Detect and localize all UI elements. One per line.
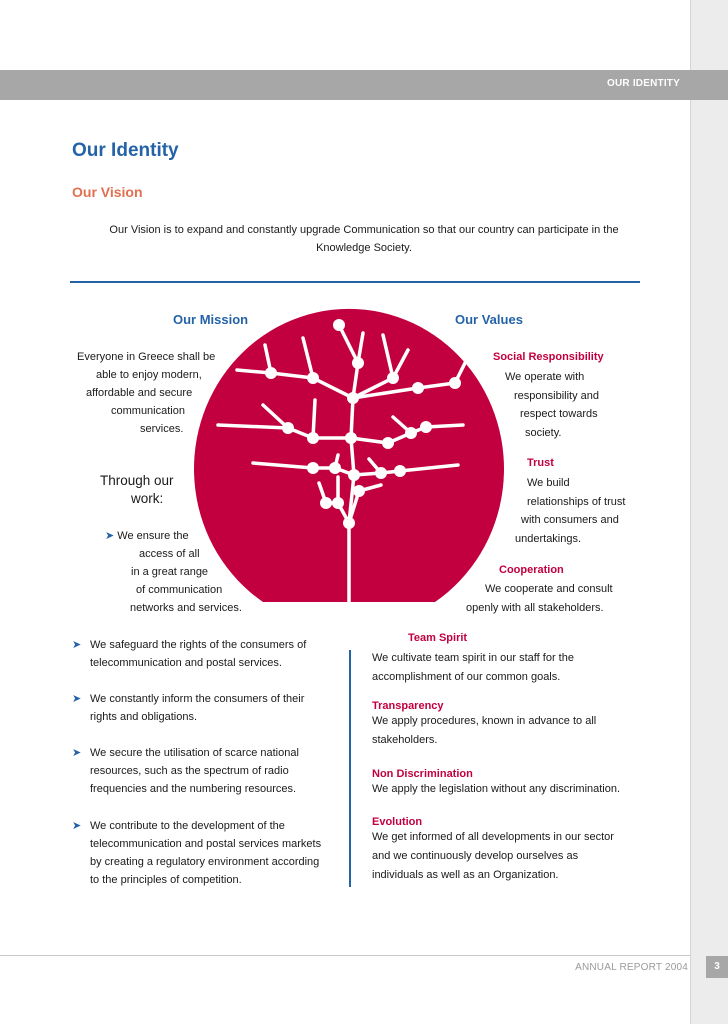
vision-text bbox=[80, 221, 648, 257]
value-label-cooperation: Cooperation bbox=[499, 564, 564, 576]
value-label-trust: Trust bbox=[527, 457, 554, 469]
arrow-bullet-icon: ➤ bbox=[72, 820, 82, 832]
value-text-line: We apply the legislation without any discrimination. bbox=[372, 783, 621, 795]
mission-intro-line: services. bbox=[140, 423, 184, 435]
mission-intro-line: Everyone in Greece shall be bbox=[77, 351, 216, 363]
arrow-bullet-icon: ➤ bbox=[105, 530, 115, 542]
value-text-line: We apply procedures, known in advance to all bbox=[372, 715, 597, 727]
value-text-line: We operate with bbox=[505, 371, 585, 383]
value-text-line: relationships of trust bbox=[527, 496, 626, 508]
value-label-non-discrimination: Non Discrimination bbox=[372, 768, 473, 780]
mission-first-bullet-line: in a great range bbox=[131, 566, 209, 578]
header-section-label: OUR IDENTITY bbox=[607, 78, 680, 89]
value-text-line: stakeholders. bbox=[372, 734, 438, 746]
bullet-line: telecommunication and postal services markets bbox=[90, 838, 322, 850]
through-our-work-line: work: bbox=[131, 491, 164, 506]
value-text-line: respect towards bbox=[520, 408, 598, 420]
mission-first-bullet-line: networks and services. bbox=[130, 602, 242, 614]
value-text-line: We cooperate and consult bbox=[485, 583, 613, 595]
arrow-bullet-icon: ➤ bbox=[72, 693, 82, 705]
mission-first-bullet-line: access of all bbox=[139, 548, 200, 560]
bullet-line: We contribute to the development of the bbox=[90, 820, 285, 832]
value-text-line: undertakings. bbox=[515, 533, 582, 545]
page-number: 3 bbox=[714, 961, 720, 972]
arrow-bullet-icon: ➤ bbox=[72, 747, 82, 759]
mission-bullet bbox=[72, 636, 342, 672]
values-vertical-bar bbox=[349, 650, 351, 887]
value-item-transparency bbox=[372, 700, 672, 750]
values-title: Our Values bbox=[455, 312, 523, 327]
mission-intro-line: affordable and secure bbox=[86, 387, 193, 399]
value-text-line: society. bbox=[525, 427, 562, 439]
bullet-text: We ensure the bbox=[117, 530, 189, 542]
value-item-evolution bbox=[372, 816, 672, 885]
vision-title: Our Vision bbox=[72, 184, 143, 200]
bullet-line: frequencies and the numbering resources. bbox=[90, 783, 297, 795]
mission-first-bullet-line bbox=[105, 527, 189, 545]
mission-intro-line: communication bbox=[111, 405, 185, 417]
bullet-line: to the principles of competition. bbox=[90, 874, 242, 886]
bullet-line: We constantly inform the consumers of their bbox=[90, 693, 305, 705]
mission-bullet bbox=[72, 690, 342, 726]
bullet-line: telecommunication and postal services. bbox=[90, 657, 282, 669]
mission-title: Our Mission bbox=[173, 312, 249, 327]
value-text-line: responsibility and bbox=[514, 390, 599, 402]
footer-rule bbox=[0, 955, 690, 956]
bullet-line: We safeguard the rights of the consumers of bbox=[90, 639, 307, 651]
value-label-team-spirit: Team Spirit bbox=[408, 632, 468, 644]
value-text-line: and we continuously develop ourselves as bbox=[372, 850, 579, 862]
mission-intro-line: able to enjoy modern, bbox=[96, 369, 202, 381]
vision-line: Our Vision is to expand and constantly upgrade Communication so that our country can participate in the bbox=[109, 224, 619, 236]
section-divider bbox=[70, 281, 640, 283]
footer-report-title: ANNUAL REPORT 2004 bbox=[575, 962, 688, 973]
bullet-line: by creating a regulatory environment according bbox=[90, 856, 320, 868]
bullet-line: We secure the utilisation of scarce national bbox=[90, 747, 299, 759]
right-margin-strip bbox=[690, 0, 728, 1024]
arrow-bullet-icon: ➤ bbox=[72, 639, 82, 651]
value-text-line: We cultivate team spirit in our staff for the bbox=[372, 652, 574, 664]
value-text-line: accomplishment of our common goals. bbox=[372, 671, 561, 683]
value-item-non-discrimination bbox=[372, 768, 672, 799]
value-label-evolution: Evolution bbox=[372, 816, 423, 828]
page-title: Our Identity bbox=[72, 140, 179, 161]
value-text-line: We build bbox=[527, 477, 570, 489]
value-text-line: openly with all stakeholders. bbox=[466, 602, 604, 614]
mission-bullet bbox=[72, 744, 342, 798]
value-item-team-spirit bbox=[372, 649, 672, 687]
value-label-social-responsibility: Social Responsibility bbox=[493, 351, 604, 363]
value-label-transparency: Transparency bbox=[372, 700, 444, 712]
bullet-line: resources, such as the spectrum of radio bbox=[90, 765, 289, 777]
mission-first-bullet-line: of communication bbox=[136, 584, 223, 596]
value-text-line: individuals as well as an Organization. bbox=[372, 869, 559, 881]
mission-bullet bbox=[72, 817, 342, 889]
bullet-line: rights and obligations. bbox=[90, 711, 198, 723]
vision-line: Knowledge Society. bbox=[316, 242, 412, 254]
through-our-work-line: Through our bbox=[100, 473, 174, 488]
network-tree-icon bbox=[193, 305, 505, 635]
value-text-line: with consumers and bbox=[521, 514, 619, 526]
value-text-line: We get informed of all developments in our sector bbox=[372, 831, 614, 843]
